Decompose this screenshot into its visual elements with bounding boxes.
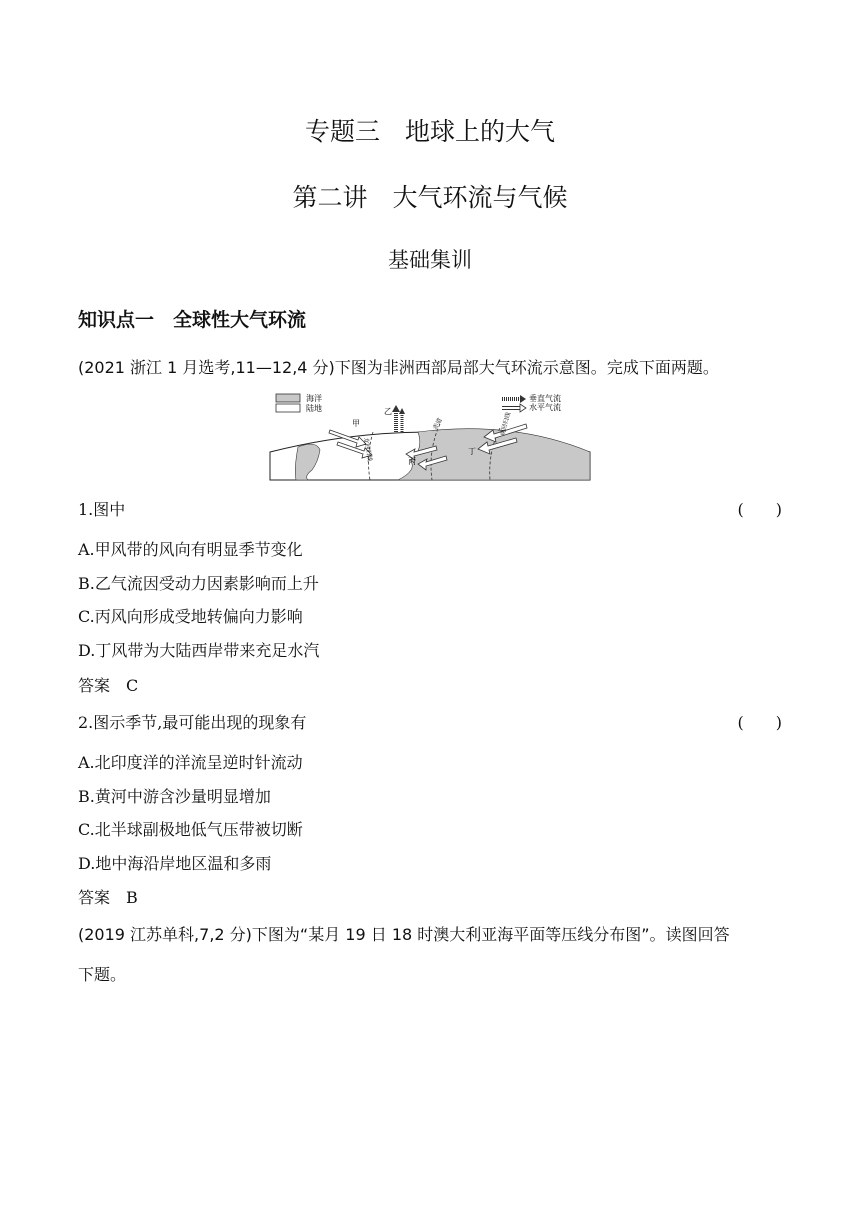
label-equator: 赤道 [431, 417, 444, 431]
source-2-line2 [78, 962, 126, 985]
question-2-answer: 答案 B [78, 888, 138, 907]
source-1-lead: (2021 浙江 1 月选考,11—12,4 分)下图为非洲西部局部大气环流示意图。 [78, 358, 607, 377]
legend-sea-label: 海洋 [306, 394, 322, 403]
question-1-option-b: B.乙气流因受动力因素影响而上升 [78, 574, 319, 593]
question-2-option-b: B.黄河中游含沙量明显增加 [78, 787, 271, 806]
lecture-title: 第二讲 大气环流与气候 [292, 183, 568, 212]
label-tropic-north: 北回归线 [362, 437, 374, 462]
question-2-paren: ( ) [737, 713, 782, 732]
label-ding: 丁 [468, 447, 476, 456]
source-2-lead: (2019 江苏单科,7,2 分)下图为“某月 19 日 18 时澳大利亚海平面等压线分布图”。 [78, 925, 666, 944]
label-yi: 乙 [384, 407, 392, 416]
topic-title: 专题三 地球上的大气 [304, 117, 555, 146]
source-2-tail: 读图回答 [665, 925, 730, 944]
question-1-option-c: C.丙风向形成受地转偏向力影响 [78, 607, 303, 626]
source-2 [78, 922, 730, 945]
question-1-stem: 1.图中 [78, 500, 126, 519]
section-title: 基础集训 [388, 248, 472, 272]
knowledge-point-heading: 知识点一 全球性大气环流 [78, 309, 307, 331]
legend-sea-swatch [276, 394, 300, 402]
question-1-paren: ( ) [737, 500, 782, 519]
vertical-airflow-arrow [392, 405, 405, 432]
question-2-option-d: D.地中海沿岸地区温和多雨 [78, 854, 272, 873]
source-2-line2-text: 下题。 [78, 965, 127, 984]
question-1-option-d: D.丁风带为大陆西岸带来充足水汽 [78, 641, 320, 660]
legend-horizontal-label: 水平气流 [529, 403, 561, 412]
label-tropic-south: 南回归线 [499, 411, 513, 437]
question-2-stem: 2.图示季节,最可能出现的现象有 [78, 713, 307, 732]
question-2-option-a: A.北印度洋的洋流呈逆时针流动 [78, 753, 303, 772]
source-1 [78, 355, 719, 378]
question-2-option-c: C.北半球副极地低气压带被切断 [78, 820, 303, 839]
legend-horizontal-arrow [502, 404, 526, 412]
source-1-tail: 完成下面两题。 [606, 358, 719, 377]
question-1-option-a: A.甲风带的风向有明显季节变化 [78, 540, 303, 559]
label-jia: 甲 [352, 419, 360, 428]
legend-vertical-arrow [502, 395, 526, 403]
legend-land-swatch [276, 404, 300, 412]
legend-land-label: 陆地 [306, 404, 322, 413]
question-1-answer: 答案 C [78, 676, 139, 695]
legend-vertical-label: 垂直气流 [529, 394, 561, 403]
circulation-figure [268, 390, 592, 482]
label-bing: 丙 [408, 457, 416, 466]
